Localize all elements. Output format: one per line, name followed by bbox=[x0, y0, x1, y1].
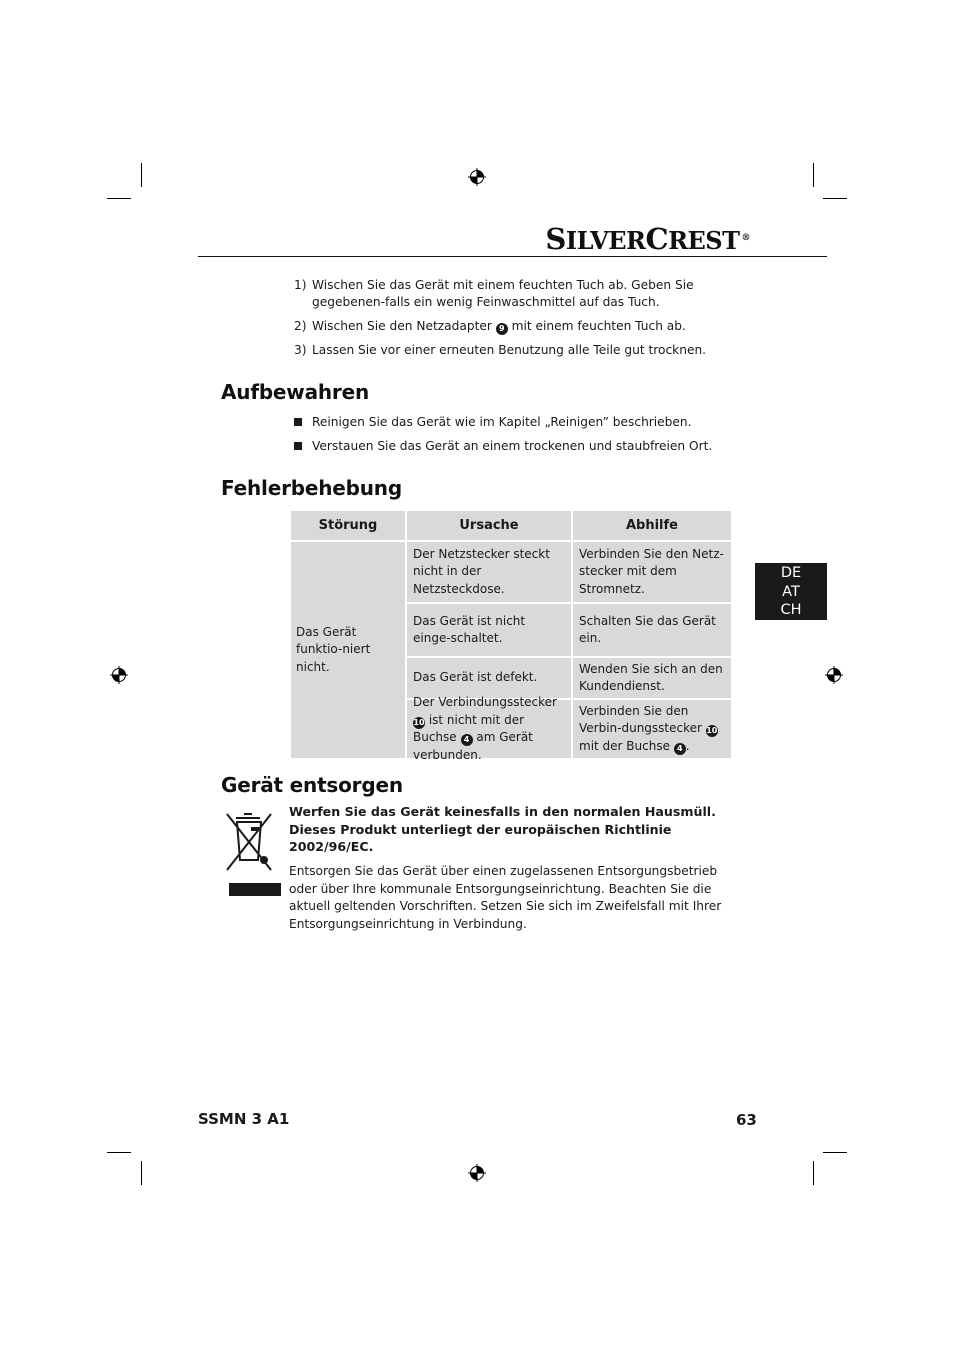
weee-bar bbox=[229, 883, 281, 896]
crop-mark bbox=[141, 163, 142, 187]
table-cell-cause: Der Netzstecker steckt nicht in der Netzsteckdose. bbox=[407, 542, 571, 602]
table-cell-remedy: Verbinden Sie den Verbin-dungsstecker 10 mit der Buchse 4 . bbox=[573, 700, 731, 758]
registration-mark-icon bbox=[468, 1164, 486, 1182]
table-cell-cause: Das Gerät ist nicht einge-schaltet. bbox=[407, 604, 571, 656]
reference-number-icon: 10 bbox=[413, 717, 425, 727]
reference-number-icon: 9 bbox=[496, 323, 508, 335]
disposal-warning: Werfen Sie das Gerät keinesfalls in den normalen Hausmüll. Dieses Produkt unterliegt der europäischen Richtlinie 2002/96/EC. bbox=[289, 804, 716, 854]
reference-number-icon: 4 bbox=[461, 734, 473, 746]
table-cell-remedy: Schalten Sie das Gerät ein. bbox=[573, 604, 731, 656]
registration-mark-icon bbox=[468, 168, 486, 186]
header-rule bbox=[198, 256, 827, 257]
model-number: SSMN 3 A1 bbox=[198, 1110, 290, 1128]
table-header-cell: Abhilfe bbox=[573, 511, 731, 540]
crop-mark bbox=[107, 198, 131, 199]
crop-mark bbox=[813, 1161, 814, 1185]
section-heading: Gerät entsorgen bbox=[221, 773, 403, 797]
list-item: 1) Wischen Sie das Gerät mit einem feuchten Tuch ab. Geben Sie gegebenen-falls ein wenig Feinwaschmittel auf das Tuch. bbox=[294, 278, 694, 309]
section-heading: Fehlerbehebung bbox=[221, 476, 402, 500]
table-cell-remedy: Wenden Sie sich an den Kundendienst. bbox=[573, 658, 731, 698]
bullet-square-icon bbox=[294, 442, 302, 450]
table-cell-remedy: Verbinden Sie den Netz-stecker mit dem Stromnetz. bbox=[573, 542, 731, 602]
list-item: Reinigen Sie das Gerät wie im Kapitel „Reinigen” beschrieben. bbox=[294, 414, 692, 431]
crop-mark bbox=[823, 1152, 847, 1153]
table-header-cell: Störung bbox=[291, 511, 405, 540]
table-header-cell: Ursache bbox=[407, 511, 571, 540]
table-cell-cause: Das Gerät ist defekt. bbox=[407, 658, 571, 698]
language-tab: DE AT CH bbox=[755, 563, 827, 620]
list-item: 3) Lassen Sie vor einer erneuten Benutzung alle Teile gut trocknen. bbox=[294, 343, 707, 357]
disposal-paragraph: Entsorgen Sie das Gerät über einen zugelassenen Entsorgungsbetrieb oder über Ihre kommunale Entsorgungseinrichtung. Beachten Sie die aktuell geltenden Vorschriften. Setzen Sie sich im Zweifelsfall mit Ihrer Entsorgungseinrichtung in Verbindung. bbox=[289, 864, 722, 931]
crossed-out-wheelie-bin-icon bbox=[224, 808, 276, 872]
crop-mark bbox=[823, 198, 847, 199]
reference-number-icon: 4 bbox=[674, 743, 686, 755]
reference-number-icon: 10 bbox=[706, 726, 718, 736]
list-item: Verstauen Sie das Gerät an einem trockenen und staubfreien Ort. bbox=[294, 438, 712, 455]
bullet-square-icon bbox=[294, 418, 302, 426]
brand-logo: SILVERCREST ® bbox=[545, 222, 750, 256]
crop-mark bbox=[107, 1152, 131, 1153]
table-cell-cause: Der Verbindungsstecker 10 ist nicht mit der Buchse 4 am Gerät verbunden. bbox=[407, 700, 571, 758]
registration-mark-icon bbox=[825, 666, 843, 684]
registration-mark-icon bbox=[110, 666, 128, 684]
page-number: 63 bbox=[736, 1111, 757, 1129]
crop-mark bbox=[141, 1161, 142, 1185]
table-cell-problem: Das Gerät funktio-niert nicht. bbox=[291, 542, 405, 758]
section-heading: Aufbewahren bbox=[221, 380, 369, 404]
crop-mark bbox=[813, 163, 814, 187]
list-item: 2) Wischen Sie den Netzadapter 9 mit einem feuchten Tuch ab. bbox=[294, 319, 686, 333]
